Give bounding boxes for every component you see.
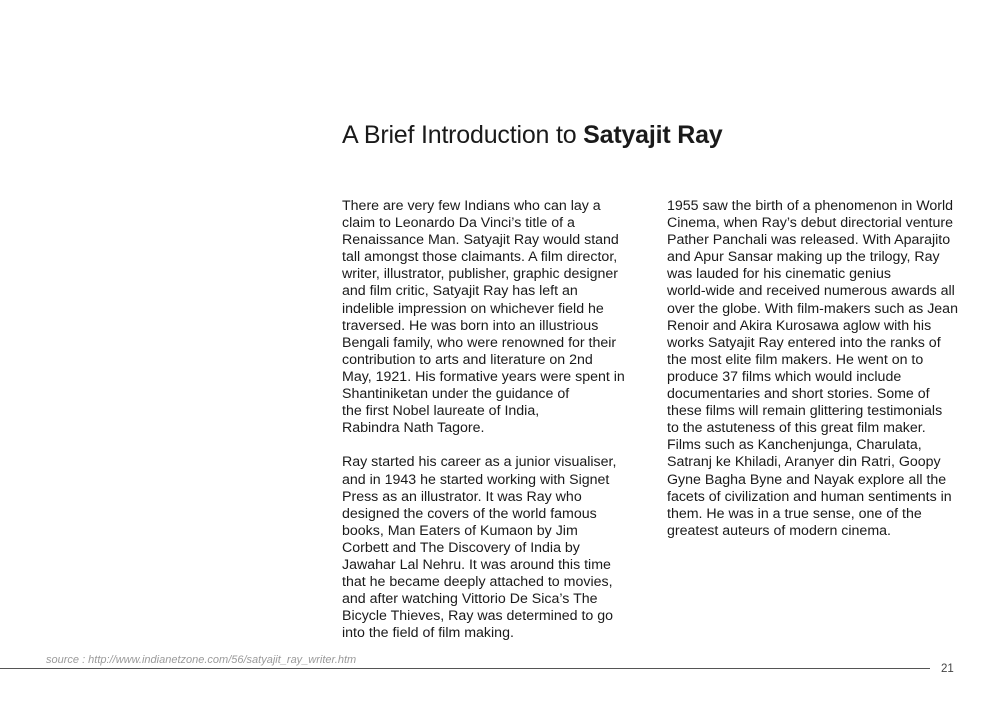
- text-line: Corbett and The Discovery of India by: [342, 539, 580, 556]
- right-paragraph-1: [667, 198, 972, 540]
- text-line: Ray started his career as a junior visualiser,: [342, 454, 617, 471]
- page-title: [342, 121, 723, 150]
- text-line: was lauded for his cinematic genius: [667, 266, 891, 283]
- text-line: facets of civilization and human sentiments in: [667, 488, 952, 505]
- text-line: traversed. He was born into an illustrious: [342, 317, 599, 334]
- title-prefix: A Brief Introduction to: [342, 121, 584, 149]
- text-line: Shantiniketan under the guidance of: [342, 386, 570, 403]
- text-line: the most elite film makers. He went on to: [667, 351, 924, 368]
- text-line: claim to Leonardo Da Vinci’s title of a: [342, 215, 575, 232]
- text-line: Rabindra Nath Tagore.: [342, 420, 485, 437]
- text-line: books, Man Eaters of Kumaon by Jim: [342, 522, 578, 539]
- right-column: [667, 198, 972, 540]
- text-line: 1955 saw the birth of a phenomenon in World: [667, 198, 954, 214]
- text-line: Pather Panchali was released. With Aparajito: [667, 232, 951, 249]
- text-line: There are very few Indians who can lay a: [342, 198, 601, 214]
- source-citation: source : http://www.indianetzone.com/56/satyajit_ray_writer.htm: [46, 654, 357, 666]
- left-column: [342, 198, 642, 642]
- text-line: indelible impression on whichever field he: [342, 300, 604, 317]
- text-line: them. He was in a true sense, one of the: [667, 505, 922, 522]
- text-line: Jawahar Lal Nehru. It was around this time: [342, 556, 611, 573]
- text-line: and Apur Sansar making up the trilogy, Ray: [667, 249, 940, 266]
- text-line: tall amongst those claimants. A film director,: [342, 249, 618, 266]
- text-line: Cinema, when Ray’s debut directorial venture: [667, 215, 954, 232]
- text-line: contribution to arts and literature on 2nd: [342, 351, 593, 368]
- text-line: to the astuteness of this great film maker.: [667, 420, 926, 437]
- text-line: Renoir and Akira Kurosawa aglow with his: [667, 317, 932, 334]
- text-line: over the globe. With film-makers such as Jean: [667, 300, 958, 317]
- text-line: produce 37 films which would include: [667, 368, 902, 385]
- left-paragraph-1: [342, 198, 642, 437]
- text-line: documentaries and short stories. Some of: [667, 386, 930, 403]
- text-line: and in 1943 he started working with Signet: [342, 471, 610, 488]
- footer-divider: [0, 668, 930, 669]
- text-line: the first Nobel laureate of India,: [342, 403, 540, 420]
- text-line: world-wide and received numerous awards all: [667, 283, 955, 300]
- text-line: Gyne Bagha Byne and Nayak explore all the: [667, 471, 947, 488]
- text-line: and after watching Vittorio De Sica’s The: [342, 591, 598, 608]
- left-paragraph-2: [342, 454, 642, 642]
- text-line: Satranj ke Khiladi, Aranyer din Ratri, Goopy: [667, 454, 941, 471]
- page-number: 21: [941, 663, 954, 675]
- text-line: Films such as Kanchenjunga, Charulata,: [667, 437, 922, 454]
- text-line: that he became deeply attached to movies,: [342, 574, 613, 591]
- text-line: Renaissance Man. Satyajit Ray would stand: [342, 232, 619, 249]
- text-line: writer, illustrator, publisher, graphic designer: [342, 266, 619, 283]
- title-bold: Satyajit Ray: [583, 121, 723, 149]
- text-line: designed the covers of the world famous: [342, 505, 597, 522]
- text-line: works Satyajit Ray entered into the ranks of: [667, 334, 941, 351]
- text-line: into the field of film making.: [342, 625, 514, 642]
- text-line: and film critic, Satyajit Ray has left an: [342, 283, 578, 300]
- text-line: Bengali family, who were renowned for their: [342, 334, 617, 351]
- text-line: greatest auteurs of modern cinema.: [667, 522, 891, 539]
- text-line: May, 1921. His formative years were spent in: [342, 368, 625, 385]
- text-line: Press as an illustrator. It was Ray who: [342, 488, 582, 505]
- text-line: Bicycle Thieves, Ray was determined to go: [342, 608, 614, 625]
- text-line: these films will remain glittering testimonials: [667, 403, 943, 420]
